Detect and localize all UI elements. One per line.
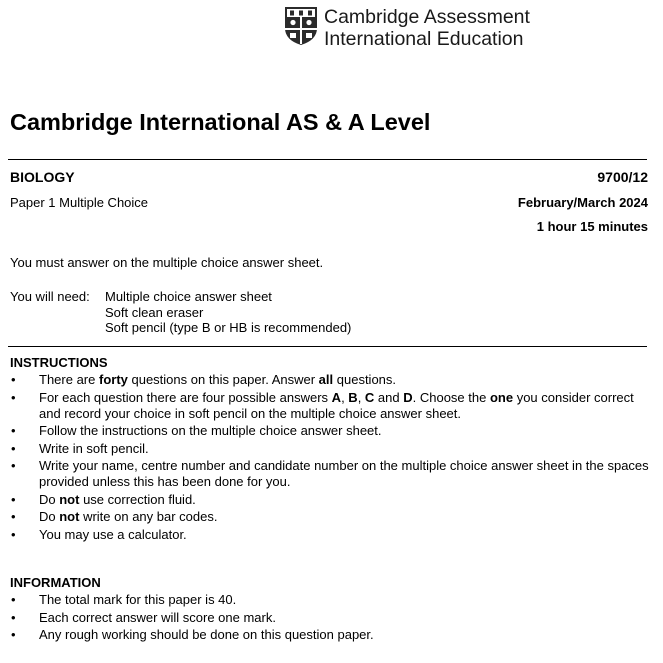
- information-heading: INFORMATION: [10, 575, 101, 590]
- instruction-item: • There are forty questions on this paper. Answer all questions.: [10, 372, 650, 388]
- qualification-title: Cambridge International AS & A Level: [10, 109, 431, 135]
- need-item: Soft pencil (type B or HB is recommended): [105, 320, 352, 335]
- information-list: [10, 592, 650, 645]
- instructions-list: [10, 372, 650, 544]
- information-item: • Any rough working should be done on this question paper.: [10, 627, 650, 643]
- paper-title: Paper 1 Multiple Choice: [10, 195, 149, 210]
- emphasis-text: all: [318, 372, 334, 387]
- instruction-item: • Follow the instructions on the multiple choice answer sheet.: [10, 423, 650, 439]
- instructions-heading: INSTRUCTIONS: [10, 355, 108, 370]
- subject-title: BIOLOGY: [10, 169, 75, 185]
- need-item: Soft clean eraser: [105, 304, 204, 320]
- emphasis-text: forty: [98, 372, 128, 387]
- emphasis-text: C: [364, 389, 375, 405]
- crest-icon: [284, 6, 318, 46]
- emphasis-text: not: [59, 491, 80, 507]
- header-divider: [8, 159, 647, 160]
- logo-line-1: Cambridge Assessment: [324, 6, 530, 28]
- exam-duration: 1 hour 15 minutes: [536, 219, 648, 234]
- logo-line-2: International Education: [324, 28, 524, 50]
- information-item: • The total mark for this paper is 40.: [10, 592, 650, 608]
- instructions-divider: [8, 346, 647, 347]
- need-item: Multiple choice answer sheet: [105, 289, 272, 304]
- syllabus-code: 9700/12: [597, 169, 648, 185]
- emphasis-text: not: [59, 509, 80, 524]
- emphasis-text: A: [331, 389, 342, 405]
- instruction-item: • Do not write on any bar codes.: [10, 509, 650, 525]
- instruction-item: • Write in soft pencil.: [10, 441, 650, 457]
- answer-sheet-note: You must answer on the multiple choice answer sheet.: [10, 255, 324, 270]
- emphasis-text: D: [403, 389, 413, 405]
- instruction-item: • For each question there are four possible answers A, B, C and D. Choose the one you consider correct and record your choice in soft pencil on the multiple choice answer sheet.: [10, 390, 650, 422]
- information-item: • Each correct answer will score one mark.: [10, 610, 650, 626]
- instruction-item: • Write your name, centre number and candidate number on the multiple choice answer sheet in the spaces provided unless this has been done for you.: [10, 458, 650, 490]
- emphasis-text: B: [348, 389, 358, 405]
- emphasis-text: one: [489, 389, 514, 405]
- instruction-item: • Do not use correction fluid.: [10, 492, 650, 508]
- you-will-need-list: [105, 289, 351, 336]
- instruction-item: • You may use a calculator.: [10, 527, 650, 543]
- exam-session: February/March 2024: [517, 195, 648, 210]
- you-will-need-label: You will need:: [10, 289, 90, 304]
- cambridge-logo: [284, 6, 530, 50]
